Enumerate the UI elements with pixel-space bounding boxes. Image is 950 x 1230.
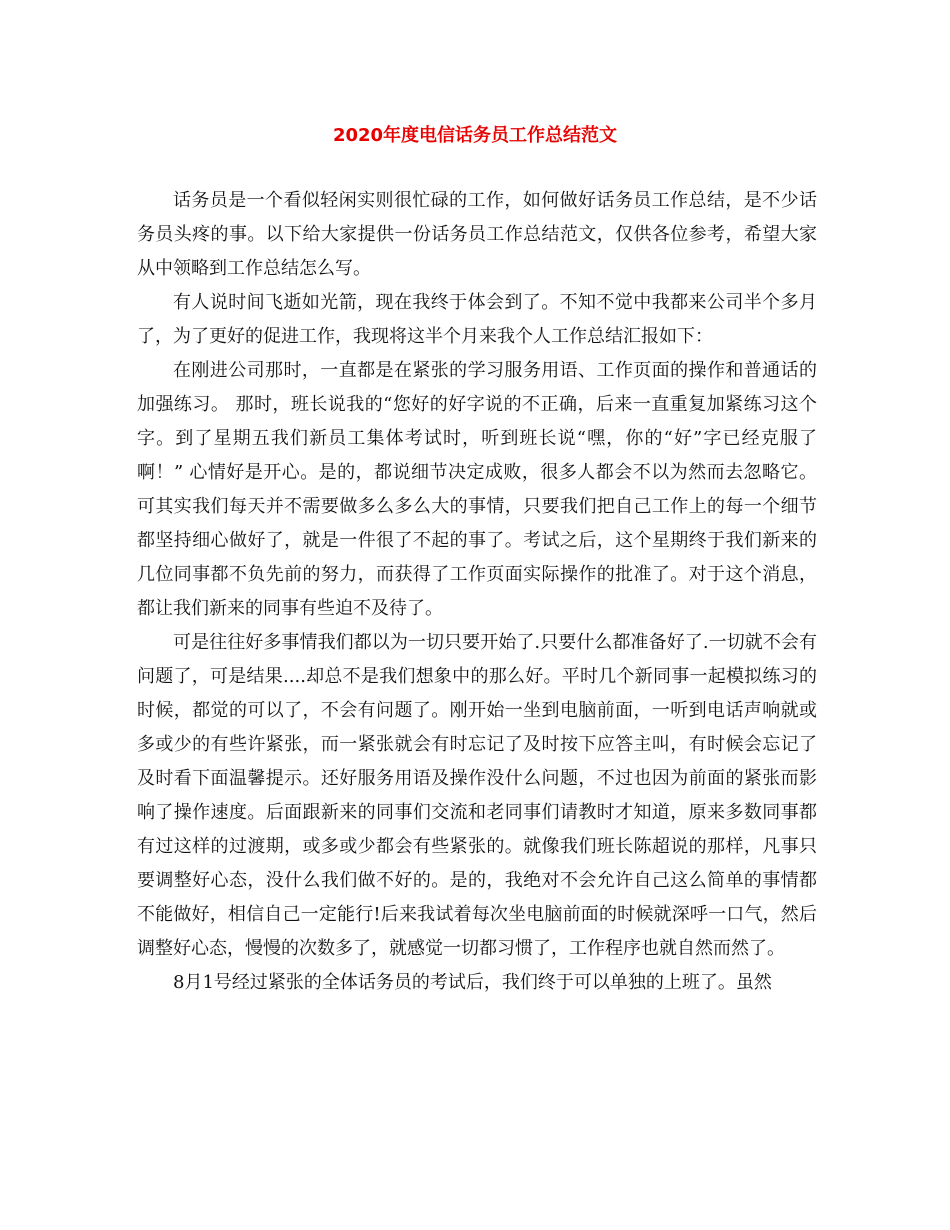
paragraph-intro: 话务员是一个看似轻闲实则很忙碌的工作，如何做好话务员工作总结，是不少话务员头疼的事。以下给大家提供一份话务员工作总结范文，仅供各位参考，希望大家从中领略到工作总结怎么写。: [137, 190, 817, 279]
paragraph-nervousness: 可是往往好多事情我们都以为一切只要开始了.只要什么都准备好了.一切就不会有问题了，可是结果....却总不是我们想象中的那么好。平时几个新同事一起模拟练习的时候，都觉的可以了，不会有问题了。刚开始一坐到电脑前面，一听到电话声响就或多或少的有些许紧张，而一紧张就会有时忘记了及时按下应答主叫，有时候会忘记了及时看下面温馨提示。还好服务用语及操作没什么问题，不过也因为前面的紧张而影响了操作速度。后面跟新来的同事们交流和老同事们请教时才知道，原来多数同事都有过这样的过渡期，或多或少都会有些紧张的。就像我们班长陈超说的那样，凡事只要调整好心态，没什么我们做不好的。是的，我绝对不会允许自己这么简单的事情都不能做好，相信自己一定能行!后来我试着每次坐电脑前面的时候就深呼一口气，然后调整好心态，慢慢的次数多了，就感觉一切都习惯了，工作程序也就自然而然了。: [137, 632, 817, 959]
document-title: 2020年度电信话务员工作总结范文: [332, 125, 618, 146]
document-body: [137, 184, 817, 1000]
paragraph-training: 在刚进公司那时，一直都是在紧张的学习服务用语、工作页面的操作和普通话的加强练习。 那时，班长说我的“您好的好字说的不正确，后来一直重复加紧练习这个字。到了星期五我们新员工集体考试时，听到班长说“嘿，你的“好”字已经克服了啊！” 心情好是开心。是的，都说细节决定成败，很多人都会不以为然而去忽略它。可其实我们每天并不需要做多么多么大的事情，只要我们把自己工作上的每一个细节都坚持细心做好了，就是一件很了不起的事了。考试之后，这个星期终于我们新来的几位同事都不负先前的努力，而获得了工作页面实际操作的批准了。对于这个消息，都让我们新来的同事有些迫不及待了。: [137, 360, 817, 619]
paragraph-august-exam: 8月1号经过紧张的全体话务员的考试后，我们终于可以单独的上班了。虽然: [173, 972, 772, 993]
paragraph-time-flies: 有人说时间飞逝如光箭，现在我终于体会到了。不知不觉中我都来公司半个多月了，为了更好的促进工作，我现将这半个月来我个人工作总结汇报如下：: [137, 292, 817, 347]
